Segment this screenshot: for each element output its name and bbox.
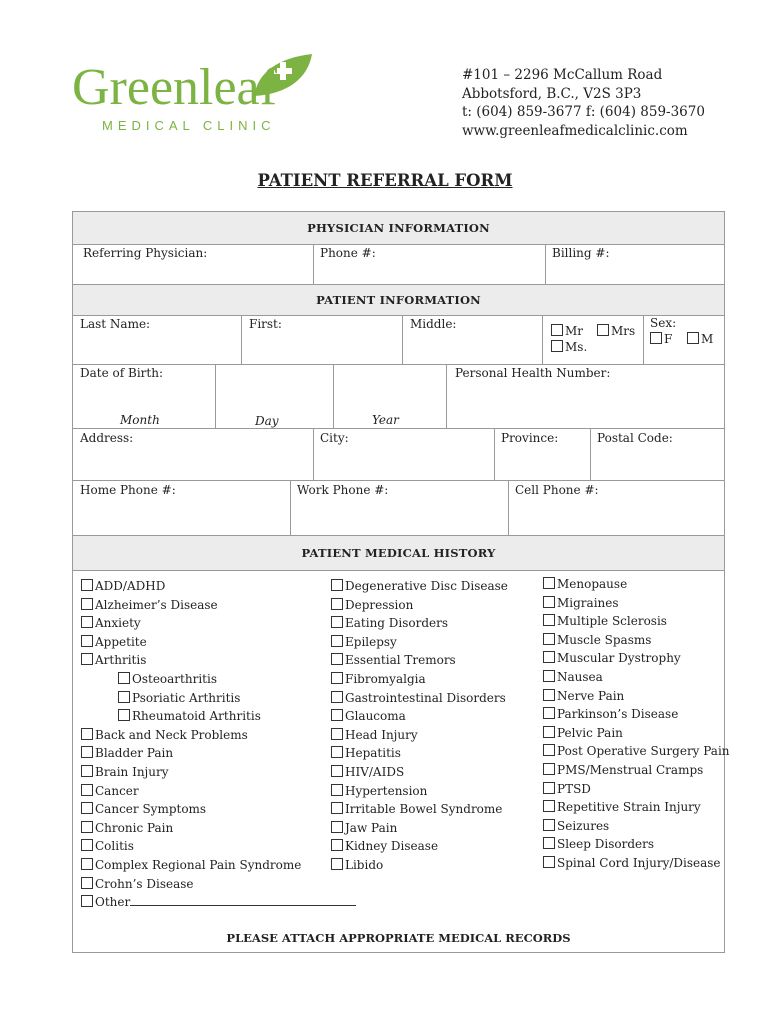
condition-label: Chronic Pain [95, 820, 174, 835]
condition-checkbox[interactable] [331, 635, 343, 647]
history-item[interactable] [543, 612, 730, 631]
website-line: www.greenleafmedicalclinic.com [462, 122, 688, 139]
condition-checkbox[interactable] [331, 691, 343, 703]
condition-label: Glaucoma [345, 709, 406, 724]
history-item[interactable] [331, 856, 508, 875]
dob-day-field[interactable]: Day [255, 414, 279, 428]
condition-label: Post Operative Surgery Pain [557, 744, 730, 759]
condition-checkbox[interactable] [543, 689, 555, 701]
history-item[interactable] [331, 577, 508, 596]
other-condition-label: Other [95, 895, 131, 910]
dob-label: Date of Birth: [80, 366, 163, 380]
condition-label: HIV/AIDS [345, 764, 405, 779]
referring-physician-field[interactable]: Referring Physician: [83, 246, 208, 260]
condition-checkbox[interactable] [543, 800, 555, 812]
form-title: PATIENT REFERRAL FORM [257, 171, 513, 190]
condition-label: Migraines [557, 595, 619, 610]
logo-wordmark: Greenleaf [72, 59, 277, 116]
history-column-3 [543, 575, 730, 873]
condition-label: Jaw Pain [345, 820, 398, 835]
history-item[interactable] [543, 631, 730, 650]
history-item[interactable] [81, 726, 356, 745]
history-item[interactable] [331, 707, 508, 726]
history-column-1 [81, 577, 356, 912]
middle-name-field[interactable]: Middle: [410, 317, 457, 331]
dob-year-field[interactable]: Year [372, 413, 399, 427]
title-mr-option[interactable]: Mr [551, 324, 583, 338]
health-number-field[interactable]: Personal Health Number: [455, 366, 611, 380]
arthritis-subtype-label: Psoriatic Arthritis [132, 690, 241, 705]
history-item[interactable] [543, 854, 730, 873]
condition-label: Spinal Cord Injury/Disease [557, 855, 721, 870]
condition-checkbox[interactable] [81, 821, 93, 833]
physician-info-heading: PHYSICIAN INFORMATION [73, 212, 724, 245]
sex-label: Sex: [650, 316, 677, 330]
condition-checkbox[interactable] [81, 653, 93, 665]
history-item[interactable] [543, 817, 730, 836]
history-item[interactable] [81, 577, 356, 596]
condition-label: Degenerative Disc Disease [345, 579, 508, 593]
history-item[interactable] [331, 596, 508, 615]
condition-checkbox[interactable] [81, 616, 93, 628]
condition-label: Muscular Dystrophy [557, 651, 681, 666]
condition-label: Anxiety [95, 616, 141, 631]
condition-label: Seizures [557, 818, 610, 833]
history-item[interactable] [81, 707, 356, 726]
condition-label: Muscle Spasms [557, 632, 652, 647]
condition-checkbox[interactable] [331, 858, 343, 870]
physician-phone-field[interactable]: Phone #: [320, 246, 376, 260]
condition-checkbox[interactable] [331, 784, 343, 796]
condition-checkbox[interactable] [543, 707, 555, 719]
condition-checkbox[interactable] [81, 746, 93, 758]
history-item[interactable] [331, 800, 508, 819]
condition-label: Libido [345, 857, 384, 872]
sex-f-option[interactable]: F [650, 332, 672, 346]
patient-info-heading: PATIENT INFORMATION [73, 285, 724, 316]
history-item[interactable] [331, 837, 508, 856]
condition-checkbox[interactable] [118, 691, 130, 703]
address-field[interactable]: Address: [80, 431, 134, 445]
history-item[interactable] [331, 670, 508, 689]
history-item[interactable] [543, 649, 730, 668]
condition-label: Pelvic Pain [557, 725, 623, 740]
history-item[interactable] [331, 614, 508, 633]
condition-label: Depression [345, 597, 414, 612]
condition-label: Cancer [95, 783, 139, 798]
condition-checkbox[interactable] [118, 672, 130, 684]
condition-checkbox[interactable] [81, 579, 93, 591]
history-item[interactable] [331, 744, 508, 763]
condition-checkbox[interactable] [331, 728, 343, 740]
history-item[interactable] [543, 798, 730, 817]
title-mrs-option[interactable]: Mrs [597, 324, 635, 338]
condition-checkbox[interactable] [81, 877, 93, 889]
condition-checkbox[interactable] [543, 670, 555, 682]
history-item[interactable] [81, 856, 356, 875]
condition-label: PTSD [557, 781, 591, 796]
condition-label: Alzheimer’s Disease [95, 597, 218, 612]
condition-label: Nerve Pain [557, 688, 625, 703]
condition-checkbox[interactable] [331, 709, 343, 721]
condition-label: Crohn’s Disease [95, 876, 194, 891]
condition-checkbox[interactable] [81, 728, 93, 740]
cell-phone-field[interactable]: Cell Phone #: [515, 483, 599, 497]
history-item[interactable] [331, 782, 508, 801]
province-field[interactable]: Province: [501, 431, 559, 445]
history-item[interactable] [81, 744, 356, 763]
condition-checkbox[interactable] [81, 784, 93, 796]
mr-checkbox[interactable] [551, 324, 563, 336]
history-item[interactable] [543, 835, 730, 854]
condition-checkbox[interactable] [118, 709, 130, 721]
condition-label: Parkinson’s Disease [557, 707, 679, 722]
condition-label: Brain Injury [95, 764, 169, 779]
city-field[interactable]: City: [320, 431, 349, 445]
condition-checkbox[interactable] [331, 653, 343, 665]
condition-checkbox[interactable] [543, 577, 555, 589]
condition-label: Back and Neck Problems [95, 727, 248, 742]
referral-form [72, 211, 730, 953]
condition-label: Hypertension [345, 783, 428, 798]
history-item[interactable] [543, 780, 730, 799]
condition-label: Head Injury [345, 727, 418, 742]
history-item[interactable] [331, 819, 508, 838]
condition-checkbox[interactable] [543, 837, 555, 849]
condition-label: Cancer Symptoms [95, 802, 207, 817]
history-item[interactable] [81, 800, 356, 819]
condition-checkbox[interactable] [543, 596, 555, 608]
address-line: Abbotsford, B.C., V2S 3P3 [462, 85, 642, 102]
condition-checkbox[interactable] [543, 633, 555, 645]
condition-label: Sleep Disorders [557, 837, 655, 852]
condition-label: Repetitive Strain Injury [557, 800, 701, 815]
sex-m-option[interactable]: M [687, 332, 713, 346]
condition-label: Epilepsy [345, 634, 397, 649]
condition-checkbox[interactable] [81, 635, 93, 647]
history-item[interactable] [543, 724, 730, 743]
history-item[interactable] [81, 819, 356, 838]
condition-checkbox[interactable] [331, 802, 343, 814]
condition-checkbox[interactable] [543, 763, 555, 775]
condition-label: Bladder Pain [95, 746, 174, 761]
condition-checkbox[interactable] [331, 839, 343, 851]
condition-checkbox[interactable] [543, 819, 555, 831]
history-item[interactable] [81, 689, 356, 708]
history-item[interactable] [331, 633, 508, 652]
history-item[interactable] [81, 875, 356, 894]
female-checkbox[interactable] [650, 332, 662, 344]
condition-checkbox[interactable] [81, 765, 93, 777]
condition-checkbox[interactable] [543, 782, 555, 794]
history-item[interactable] [543, 761, 730, 780]
history-item[interactable] [81, 782, 356, 801]
history-column-2 [331, 577, 508, 875]
history-item[interactable] [81, 614, 356, 633]
home-phone-field[interactable]: Home Phone #: [80, 483, 176, 497]
condition-label: Essential Tremors [345, 653, 456, 668]
attach-records-note: PLEASE ATTACH APPROPRIATE MEDICAL RECORDS [226, 931, 571, 945]
condition-label: Nausea [557, 669, 603, 684]
condition-label: PMS/Menstrual Cramps [557, 762, 704, 777]
history-item[interactable] [543, 668, 730, 687]
other-condition-input[interactable] [130, 895, 356, 906]
condition-checkbox[interactable] [331, 579, 343, 591]
condition-checkbox[interactable] [331, 598, 343, 610]
condition-checkbox[interactable] [331, 765, 343, 777]
billing-number-field[interactable]: Billing #: [552, 246, 610, 260]
arthritis-subtype-label: Rheumatoid Arthritis [132, 709, 261, 724]
condition-label: Complex Regional Pain Syndrome [95, 857, 302, 872]
condition-label: Gastrointestinal Disorders [345, 690, 506, 705]
condition-label: Multiple Sclerosis [557, 614, 667, 629]
condition-checkbox[interactable] [543, 614, 555, 626]
condition-label: Colitis [95, 839, 134, 854]
history-item[interactable] [331, 763, 508, 782]
clinic-logo [72, 52, 322, 142]
history-item[interactable] [81, 763, 356, 782]
condition-label: Hepatitis [345, 746, 401, 761]
condition-checkbox[interactable] [331, 616, 343, 628]
dob-month-field[interactable]: Month [120, 413, 160, 427]
history-item[interactable] [543, 575, 730, 594]
condition-label: Menopause [557, 577, 628, 591]
postal-code-field[interactable]: Postal Code: [597, 431, 673, 445]
history-item[interactable] [81, 651, 356, 670]
condition-checkbox[interactable] [331, 746, 343, 758]
history-item[interactable] [81, 837, 356, 856]
condition-checkbox[interactable] [81, 858, 93, 870]
medical-history-heading: PATIENT MEDICAL HISTORY [73, 536, 724, 571]
history-item[interactable] [543, 594, 730, 613]
condition-checkbox[interactable] [81, 839, 93, 851]
history-item[interactable] [331, 651, 508, 670]
condition-label: Kidney Disease [345, 839, 439, 854]
history-item[interactable] [81, 596, 356, 615]
condition-checkbox[interactable] [543, 726, 555, 738]
history-item[interactable] [81, 670, 356, 689]
condition-checkbox[interactable] [81, 802, 93, 814]
condition-label: Irritable Bowel Syndrome [345, 802, 503, 817]
condition-checkbox[interactable] [543, 651, 555, 663]
address-line: #101 – 2296 McCallum Road [462, 67, 663, 83]
condition-checkbox[interactable] [543, 856, 555, 868]
condition-label: Eating Disorders [345, 616, 449, 631]
condition-label: Appetite [95, 634, 147, 649]
logo-subtitle: MEDICAL CLINIC [102, 118, 276, 133]
condition-label: Fibromyalgia [345, 671, 426, 686]
condition-checkbox[interactable] [331, 821, 343, 833]
history-item[interactable] [81, 893, 356, 912]
condition-checkbox[interactable] [81, 895, 93, 907]
clinic-address [462, 66, 705, 140]
male-checkbox[interactable] [687, 332, 699, 344]
work-phone-field[interactable]: Work Phone #: [297, 483, 389, 497]
history-item[interactable] [81, 633, 356, 652]
first-name-field[interactable]: First: [249, 317, 282, 331]
condition-checkbox[interactable] [81, 598, 93, 610]
history-item[interactable] [543, 742, 730, 761]
last-name-field[interactable]: Last Name: [80, 317, 151, 331]
condition-label: ADD/ADHD [95, 579, 166, 593]
ms-checkbox[interactable] [551, 340, 563, 352]
history-item[interactable] [331, 726, 508, 745]
mrs-checkbox[interactable] [597, 324, 609, 336]
history-item[interactable] [543, 705, 730, 724]
condition-checkbox[interactable] [543, 744, 555, 756]
phone-fax-line: t: (604) 859-3677 f: (604) 859-3670 [462, 104, 705, 120]
history-item[interactable] [331, 689, 508, 708]
title-ms-option[interactable]: Ms. [551, 340, 587, 354]
history-item[interactable] [543, 687, 730, 706]
condition-checkbox[interactable] [331, 672, 343, 684]
condition-label: Arthritis [95, 653, 147, 668]
arthritis-subtype-label: Osteoarthritis [132, 671, 217, 686]
